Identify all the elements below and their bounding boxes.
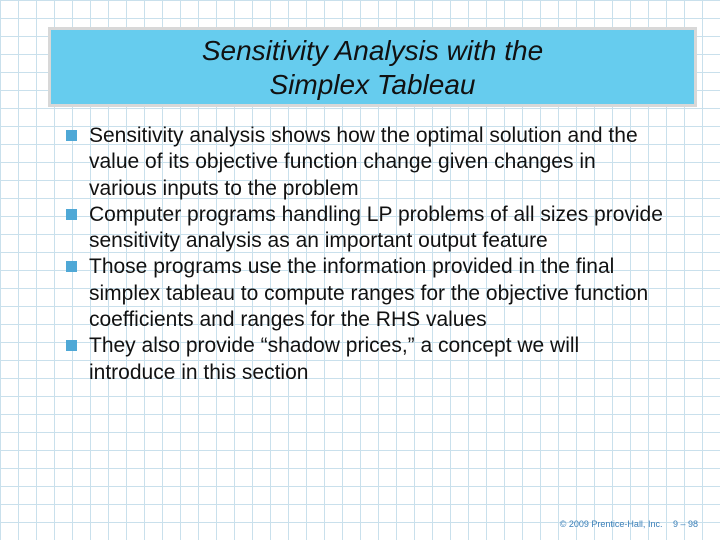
- slide-title-box: [48, 27, 697, 107]
- slide-title-line-1: Sensitivity Analysis with the: [201, 35, 544, 66]
- bullet-item: [66, 123, 666, 202]
- bullet-text: They also provide “shadow prices,” a concept we will introduce in this section: [89, 334, 580, 384]
- slide-footer: [560, 519, 698, 529]
- square-bullet-icon: [66, 340, 77, 351]
- bullet-item: [66, 333, 666, 386]
- bullet-list: [66, 123, 666, 386]
- square-bullet-icon: [66, 130, 77, 141]
- copyright-text: © 2009 Prentice-Hall, Inc.: [559, 519, 663, 529]
- bullet-text: Computer programs handling LP problems of all sizes provide sensitivity analysis as an important output feature: [89, 202, 663, 253]
- bullet-text: Sensitivity analysis shows how the optimal solution and the value of its objective function change given changes in various inputs to the problem: [89, 124, 638, 200]
- bullet-text: Those programs use the information provided in the final simplex tableau to compute ranges for the objective function coefficients and ranges for the RHS values: [89, 255, 649, 332]
- square-bullet-icon: [66, 209, 77, 220]
- slide-title-line-2: Simplex Tableau: [269, 69, 476, 100]
- page-number: 9 – 98: [672, 519, 698, 529]
- square-bullet-icon: [66, 261, 77, 272]
- bullet-item: [66, 202, 666, 255]
- bullet-item: [66, 254, 666, 333]
